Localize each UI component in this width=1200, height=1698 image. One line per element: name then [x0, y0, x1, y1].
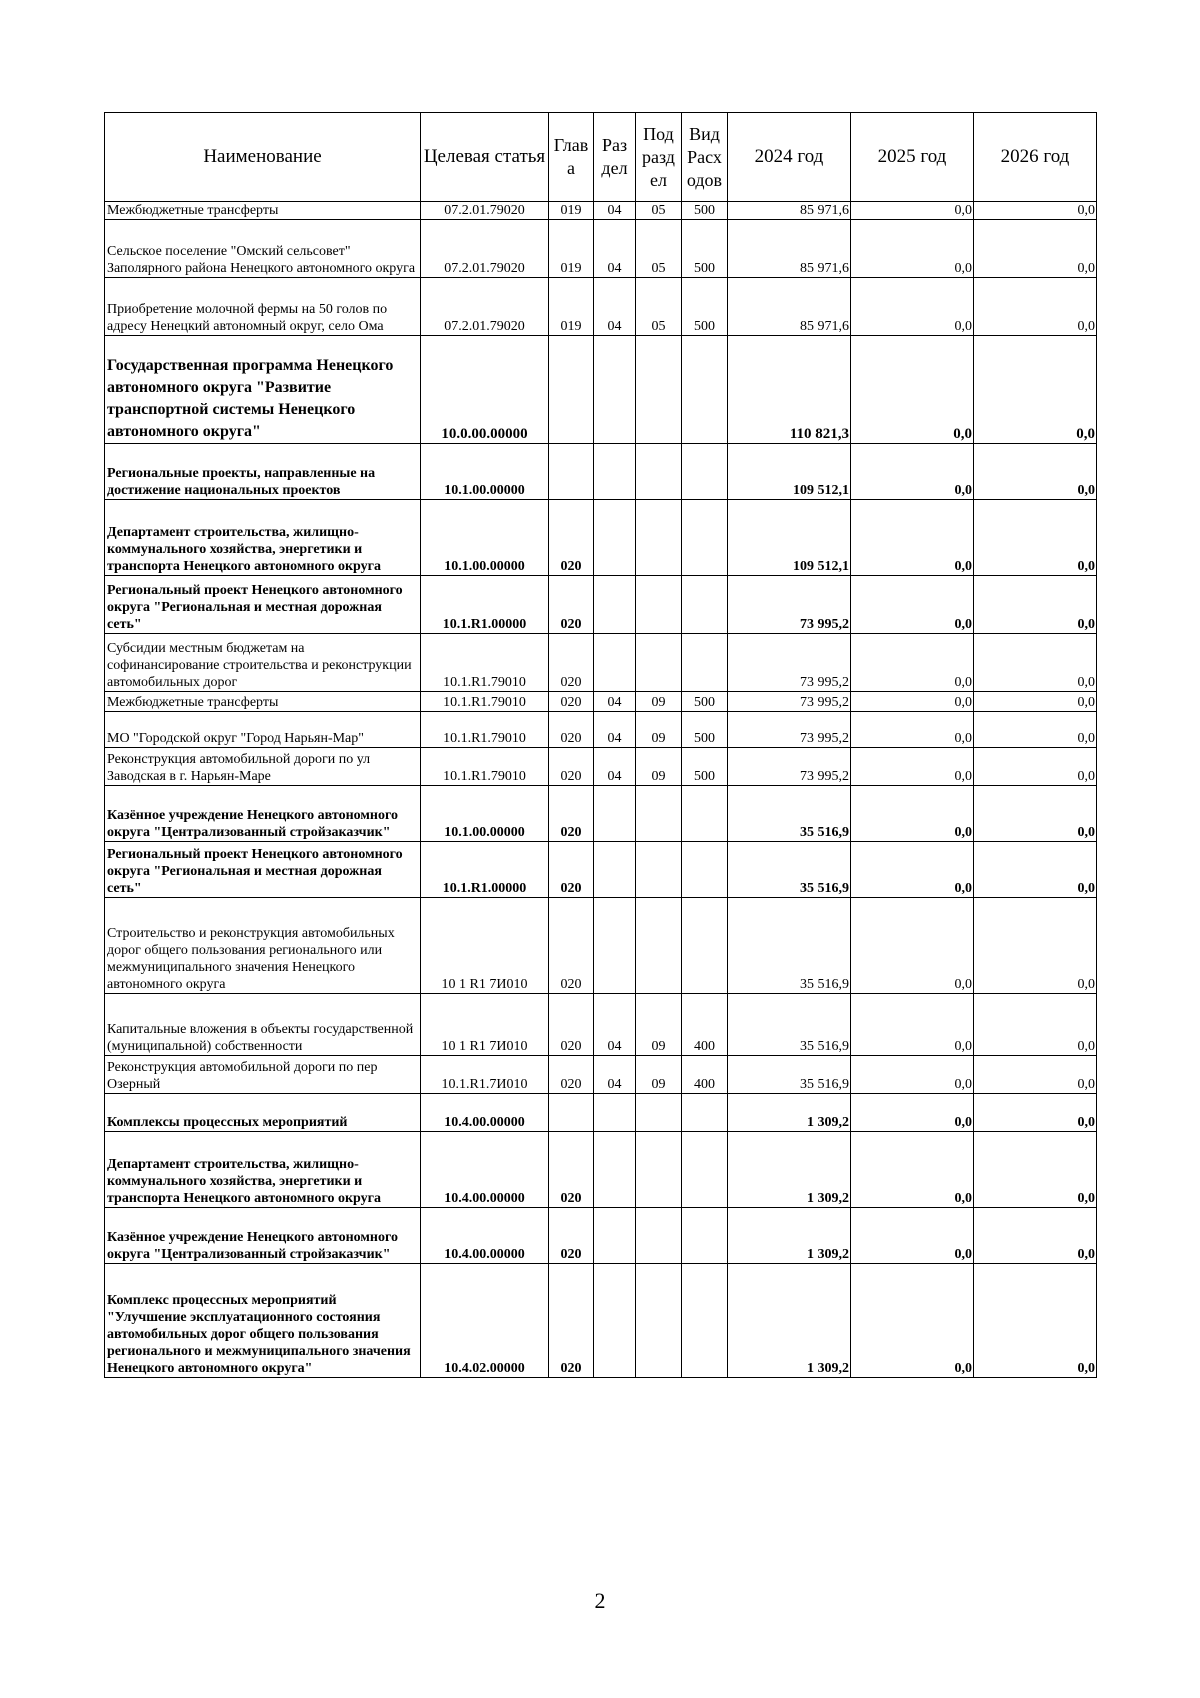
- row-2026: 0,0: [974, 712, 1097, 748]
- row-subsection: [636, 1132, 682, 1208]
- row-2025: 0,0: [851, 692, 974, 712]
- row-2026: 0,0: [974, 202, 1097, 220]
- header-2025: 2025 год: [851, 113, 974, 202]
- row-2024: 109 512,1: [728, 500, 851, 576]
- row-target: 10.4.00.00000: [421, 1208, 549, 1264]
- row-subsection: [636, 1094, 682, 1132]
- row-2024: 73 995,2: [728, 712, 851, 748]
- row-2024: 1 309,2: [728, 1208, 851, 1264]
- row-section: [594, 444, 636, 500]
- row-subsection: [636, 898, 682, 994]
- table-row: [105, 692, 1097, 712]
- row-subsection: 09: [636, 1056, 682, 1094]
- row-expense-type: [682, 1208, 728, 1264]
- header-target: Целевая статья: [421, 113, 549, 202]
- row-2024: 73 995,2: [728, 748, 851, 786]
- row-name: Региональные проекты, направленные на достижение национальных проектов: [105, 444, 421, 500]
- table-header-row: [105, 113, 1097, 202]
- row-section: [594, 634, 636, 692]
- row-subsection: 09: [636, 748, 682, 786]
- row-name: Межбюджетные трансферты: [105, 692, 421, 712]
- row-name: Капитальные вложения в объекты государственной (муниципальной) собственности: [105, 994, 421, 1056]
- table-row: [105, 748, 1097, 786]
- row-expense-type: [682, 1094, 728, 1132]
- row-2026: 0,0: [974, 1094, 1097, 1132]
- table-row: [105, 1208, 1097, 1264]
- header-subsection: Под разд ел: [636, 113, 682, 202]
- row-chapter: 019: [549, 278, 594, 336]
- row-name: Департамент строительства, жилищно-коммунального хозяйства, энергетики и транспорта Ненецкого автономного округа: [105, 500, 421, 576]
- row-2026: 0,0: [974, 500, 1097, 576]
- row-expense-type: [682, 1264, 728, 1378]
- row-2025: 0,0: [851, 748, 974, 786]
- row-target: 10.1.R1.7И010: [421, 1056, 549, 1094]
- row-name: Казённое учреждение Ненецкого автономного округа "Централизованный стройзаказчик": [105, 1208, 421, 1264]
- row-name: МО "Городской округ "Город Нарьян-Мар": [105, 712, 421, 748]
- row-2026: 0,0: [974, 898, 1097, 994]
- row-chapter: 020: [549, 692, 594, 712]
- row-2024: 109 512,1: [728, 444, 851, 500]
- row-expense-type: 500: [682, 220, 728, 278]
- row-subsection: [636, 336, 682, 444]
- table-row: [105, 500, 1097, 576]
- row-2024: 73 995,2: [728, 692, 851, 712]
- row-2024: 110 821,3: [728, 336, 851, 444]
- table-row: [105, 898, 1097, 994]
- row-2026: 0,0: [974, 336, 1097, 444]
- row-name: Субсидии местным бюджетам на софинансирование строительства и реконструкции автомобильных дорог: [105, 634, 421, 692]
- row-target: 10.4.00.00000: [421, 1132, 549, 1208]
- row-2025: 0,0: [851, 1264, 974, 1378]
- row-2025: 0,0: [851, 220, 974, 278]
- row-chapter: 020: [549, 1056, 594, 1094]
- row-expense-type: [682, 444, 728, 500]
- row-section: 04: [594, 994, 636, 1056]
- row-expense-type: 500: [682, 202, 728, 220]
- row-2026: 0,0: [974, 1132, 1097, 1208]
- row-section: 04: [594, 712, 636, 748]
- row-subsection: 05: [636, 278, 682, 336]
- row-2024: 85 971,6: [728, 220, 851, 278]
- row-name: Реконструкция автомобильной дороги по пер Озерный: [105, 1056, 421, 1094]
- row-subsection: [636, 1208, 682, 1264]
- row-2026: 0,0: [974, 1208, 1097, 1264]
- row-chapter: 020: [549, 1208, 594, 1264]
- row-chapter: [549, 1094, 594, 1132]
- table-row: [105, 336, 1097, 444]
- row-section: [594, 1208, 636, 1264]
- row-target: 07.2.01.79020: [421, 202, 549, 220]
- row-target: 10 1 R1 7И010: [421, 994, 549, 1056]
- row-subsection: [636, 786, 682, 842]
- row-2026: 0,0: [974, 748, 1097, 786]
- row-2025: 0,0: [851, 202, 974, 220]
- row-chapter: 019: [549, 220, 594, 278]
- row-expense-type: 500: [682, 748, 728, 786]
- row-subsection: [636, 842, 682, 898]
- row-target: 10.1.00.00000: [421, 500, 549, 576]
- table-row: [105, 842, 1097, 898]
- row-2024: 35 516,9: [728, 1056, 851, 1094]
- row-chapter: [549, 336, 594, 444]
- row-name: Межбюджетные трансферты: [105, 202, 421, 220]
- row-2026: 0,0: [974, 220, 1097, 278]
- row-section: [594, 576, 636, 634]
- row-2025: 0,0: [851, 786, 974, 842]
- row-chapter: 020: [549, 1132, 594, 1208]
- header-2024: 2024 год: [728, 113, 851, 202]
- table-row: [105, 444, 1097, 500]
- row-chapter: 020: [549, 1264, 594, 1378]
- row-2025: 0,0: [851, 278, 974, 336]
- row-subsection: [636, 1264, 682, 1378]
- row-2024: 1 309,2: [728, 1132, 851, 1208]
- row-section: 04: [594, 692, 636, 712]
- row-name: Департамент строительства, жилищно-коммунального хозяйства, энергетики и транспорта Ненецкого автономного округа: [105, 1132, 421, 1208]
- row-2026: 0,0: [974, 1264, 1097, 1378]
- row-2024: 85 971,6: [728, 202, 851, 220]
- row-2025: 0,0: [851, 1208, 974, 1264]
- row-chapter: 020: [549, 500, 594, 576]
- row-2024: 85 971,6: [728, 278, 851, 336]
- row-2026: 0,0: [974, 1056, 1097, 1094]
- row-expense-type: [682, 1132, 728, 1208]
- row-section: 04: [594, 278, 636, 336]
- row-target: 10.1.R1.79010: [421, 634, 549, 692]
- row-subsection: [636, 576, 682, 634]
- row-chapter: 020: [549, 994, 594, 1056]
- row-chapter: 020: [549, 576, 594, 634]
- header-chapter: Глав а: [549, 113, 594, 202]
- table-row: [105, 576, 1097, 634]
- row-2026: 0,0: [974, 634, 1097, 692]
- row-section: [594, 336, 636, 444]
- table-row: [105, 634, 1097, 692]
- budget-table: [104, 112, 1097, 1378]
- row-section: [594, 500, 636, 576]
- row-2025: 0,0: [851, 1056, 974, 1094]
- row-subsection: 09: [636, 994, 682, 1056]
- row-section: [594, 786, 636, 842]
- row-expense-type: [682, 786, 728, 842]
- row-chapter: 020: [549, 786, 594, 842]
- row-2025: 0,0: [851, 336, 974, 444]
- row-chapter: 020: [549, 712, 594, 748]
- table-row: [105, 278, 1097, 336]
- row-expense-type: 500: [682, 712, 728, 748]
- table-row: [105, 1056, 1097, 1094]
- row-2025: 0,0: [851, 500, 974, 576]
- header-2026: 2026 год: [974, 113, 1097, 202]
- row-target: 10.1.R1.00000: [421, 842, 549, 898]
- row-expense-type: [682, 898, 728, 994]
- row-section: 04: [594, 220, 636, 278]
- header-expense-type: Вид Расх одов: [682, 113, 728, 202]
- row-name: Региональный проект Ненецкого автономного округа "Региональная и местная дорожная сеть": [105, 842, 421, 898]
- row-expense-type: [682, 842, 728, 898]
- header-section: Раз дел: [594, 113, 636, 202]
- row-target: 10.4.00.00000: [421, 1094, 549, 1132]
- row-subsection: [636, 500, 682, 576]
- table-row: [105, 1094, 1097, 1132]
- row-2025: 0,0: [851, 712, 974, 748]
- row-2025: 0,0: [851, 576, 974, 634]
- row-section: 04: [594, 202, 636, 220]
- row-2025: 0,0: [851, 994, 974, 1056]
- row-target: 10.4.02.00000: [421, 1264, 549, 1378]
- row-section: [594, 842, 636, 898]
- row-2026: 0,0: [974, 994, 1097, 1056]
- row-expense-type: [682, 500, 728, 576]
- row-2026: 0,0: [974, 692, 1097, 712]
- row-subsection: 09: [636, 692, 682, 712]
- row-target: 10.0.00.00000: [421, 336, 549, 444]
- row-expense-type: 400: [682, 1056, 728, 1094]
- row-target: 07.2.01.79020: [421, 220, 549, 278]
- table-row: [105, 220, 1097, 278]
- row-2024: 35 516,9: [728, 842, 851, 898]
- row-target: 10.1.R1.79010: [421, 692, 549, 712]
- table-row: [105, 994, 1097, 1056]
- row-section: [594, 1132, 636, 1208]
- row-chapter: 020: [549, 842, 594, 898]
- row-section: [594, 1094, 636, 1132]
- row-2024: 73 995,2: [728, 576, 851, 634]
- row-expense-type: [682, 576, 728, 634]
- row-2024: 35 516,9: [728, 786, 851, 842]
- row-chapter: [549, 444, 594, 500]
- row-name: Региональный проект Ненецкого автономного округа "Региональная и местная дорожная сеть": [105, 576, 421, 634]
- row-name: Комплексы процессных мероприятий: [105, 1094, 421, 1132]
- row-target: 07.2.01.79020: [421, 278, 549, 336]
- row-expense-type: 500: [682, 692, 728, 712]
- row-chapter: 019: [549, 202, 594, 220]
- row-2025: 0,0: [851, 842, 974, 898]
- row-section: 04: [594, 748, 636, 786]
- row-subsection: 05: [636, 220, 682, 278]
- row-2024: 35 516,9: [728, 898, 851, 994]
- row-expense-type: [682, 634, 728, 692]
- row-section: [594, 1264, 636, 1378]
- row-2026: 0,0: [974, 278, 1097, 336]
- row-subsection: 05: [636, 202, 682, 220]
- row-section: [594, 898, 636, 994]
- row-expense-type: 400: [682, 994, 728, 1056]
- row-2025: 0,0: [851, 898, 974, 994]
- row-target: 10.1.00.00000: [421, 786, 549, 842]
- row-chapter: 020: [549, 898, 594, 994]
- row-name: Государственная программа Ненецкого автономного округа "Развитие транспортной системы Ненецкого автономного округа": [105, 336, 421, 444]
- table-row: [105, 786, 1097, 842]
- row-2024: 35 516,9: [728, 994, 851, 1056]
- row-subsection: 09: [636, 712, 682, 748]
- row-2025: 0,0: [851, 1094, 974, 1132]
- page-number: 2: [594, 1588, 606, 1613]
- table-row: [105, 712, 1097, 748]
- table-body: [105, 202, 1097, 1378]
- table-row: [105, 1264, 1097, 1378]
- table-row: [105, 202, 1097, 220]
- row-chapter: 020: [549, 748, 594, 786]
- row-target: 10.1.R1.79010: [421, 712, 549, 748]
- row-name: Сельское поселение "Омский сельсовет" Заполярного района Ненецкого автономного округа: [105, 220, 421, 278]
- row-2026: 0,0: [974, 842, 1097, 898]
- row-2024: 1 309,2: [728, 1094, 851, 1132]
- row-name: Реконструкция автомобильной дороги по ул Заводская в г. Нарьян-Маре: [105, 748, 421, 786]
- row-chapter: 020: [549, 634, 594, 692]
- row-expense-type: [682, 336, 728, 444]
- row-subsection: [636, 444, 682, 500]
- row-name: Строительство и реконструкция автомобильных дорог общего пользования регионального или межмуниципального значения Ненецкого автономного округа: [105, 898, 421, 994]
- row-2025: 0,0: [851, 634, 974, 692]
- row-name: Приобретение молочной фермы на 50 голов по адресу Ненецкий автономный округ, село Ома: [105, 278, 421, 336]
- row-2024: 1 309,2: [728, 1264, 851, 1378]
- row-target: 10.1.R1.00000: [421, 576, 549, 634]
- row-name: Казённое учреждение Ненецкого автономного округа "Централизованный стройзаказчик": [105, 786, 421, 842]
- row-2025: 0,0: [851, 1132, 974, 1208]
- row-target: 10.1.00.00000: [421, 444, 549, 500]
- row-2026: 0,0: [974, 786, 1097, 842]
- header-name: Наименование: [105, 113, 421, 202]
- table-row: [105, 1132, 1097, 1208]
- row-subsection: [636, 634, 682, 692]
- row-target: 10 1 R1 7И010: [421, 898, 549, 994]
- row-section: 04: [594, 1056, 636, 1094]
- row-name: Комплекс процессных мероприятий "Улучшение эксплуатационного состояния автомобильных дорог общего пользования регионального и межмуниципального значения Ненецкого автономного округа": [105, 1264, 421, 1378]
- row-2025: 0,0: [851, 444, 974, 500]
- row-2026: 0,0: [974, 444, 1097, 500]
- row-2026: 0,0: [974, 576, 1097, 634]
- row-expense-type: 500: [682, 278, 728, 336]
- row-2024: 73 995,2: [728, 634, 851, 692]
- row-target: 10.1.R1.79010: [421, 748, 549, 786]
